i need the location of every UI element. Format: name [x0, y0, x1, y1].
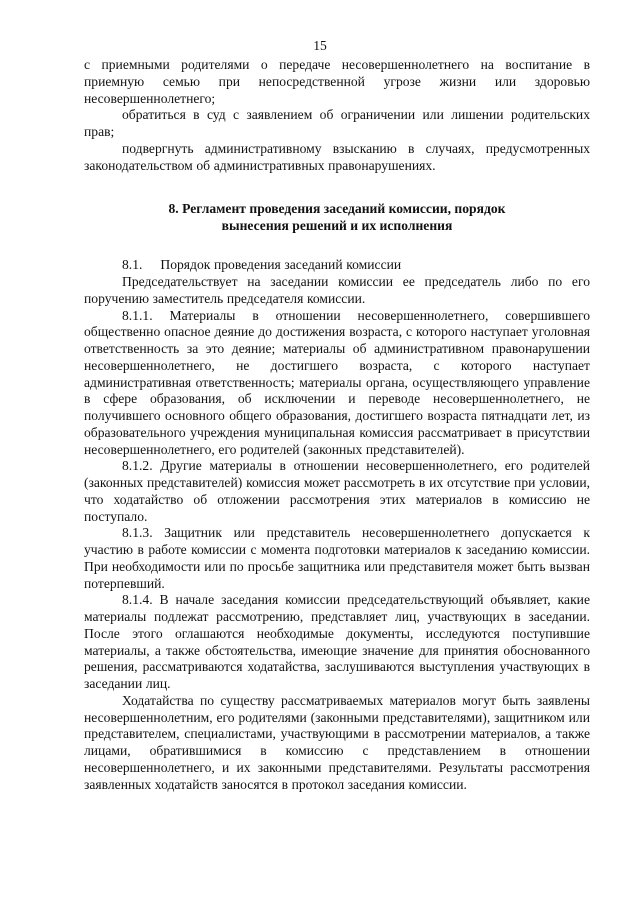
paragraph-8-1-1: 8.1.1. Материалы в отношении несовершеннолетнего, совершившего общественно опасное деяние до достижения возраста, с которого наступает уголовная ответственность за это деяние; материалы об административном правонарушении несовершеннолетнего, не достигшего возраста, с которого наступает административная ответственность; материалы органа, осуществляющего управление в сфере образования, об исключении и переводе несовершеннолетнего, не получившего основного общего образования, достигшего возраста пятнадцати лет, из образовательного учреждения муниципальная комиссия рассматривает в присутствии несовершеннолетнего, его родителей (законных представителей). [84, 307, 590, 457]
paragraph-8-1-4: 8.1.4. В начале заседания комиссии председательствующий объявляет, какие материалы подлежат рассмотрению, представляет лиц, участвующих в заседании. После этого оглашаются необходимые документы, исследуются поступившие материалы, а также обстоятельства, имеющие значение для принятия обоснованного решения, рассматриваются ходатайства, заслушиваются выступления участвующих в заседании лиц. [84, 592, 590, 691]
paragraph-8-1-3: 8.1.3. Защитник или представитель несовершеннолетнего допускается к участию в работе комиссии с момента подготовки материалов к заседанию комиссии. При необходимости или по просьбе защитника или представителя может быть вызван потерпевший. [84, 525, 590, 591]
paragraph-8-1-2: 8.1.2. Другие материалы в отношении несовершеннолетнего, его родителей (законных представителей) комиссия может рассмотреть в их отсутствие при условии, что ходатайство об отложении рассмотрения этих материалов в комиссию не поступало. [84, 458, 590, 524]
intro-paragraph-1: с приемными родителями о передаче несовершеннолетнего на воспитание в приемную семью при непосредственной угрозе жизни или здоровью несовершеннолетнего; [84, 57, 590, 106]
intro-paragraph-3: подвергнуть административному взысканию в случаях, предусмотренных законодательством об административных правонарушениях. [84, 140, 590, 173]
document-body [84, 57, 590, 793]
paragraph-petitions: Ходатайства по существу рассматриваемых материалов могут быть заявлены несовершеннолетним, его родителями (законными представителями), защитником или представителем, специалистами, участвующими в рассмотрении материалов, а также лицами, обратившимися в комиссию с представлением в отношении несовершеннолетнего, и их законными представителями. Результаты рассмотрения заявленных ходатайств заносятся в протокол заседания комиссии. [84, 692, 590, 792]
intro-paragraph-2: обратиться в суд с заявлением об ограничении или лишении родительских прав; [84, 107, 590, 139]
paragraph-chairperson: Председательствует на заседании комиссии ее председатель либо по его поручению заместитель председателя комиссии. [84, 274, 590, 306]
section-heading-line-1: 8. Регламент проведения заседаний комиссии, порядок [168, 201, 506, 217]
section-heading [84, 200, 590, 234]
section-heading-line-2: вынесения решений и их исполнения [221, 218, 453, 234]
page-number: 15 [313, 38, 327, 53]
subsection-8-1-heading: 8.1. Порядок проведения заседаний комиссии [122, 257, 402, 273]
